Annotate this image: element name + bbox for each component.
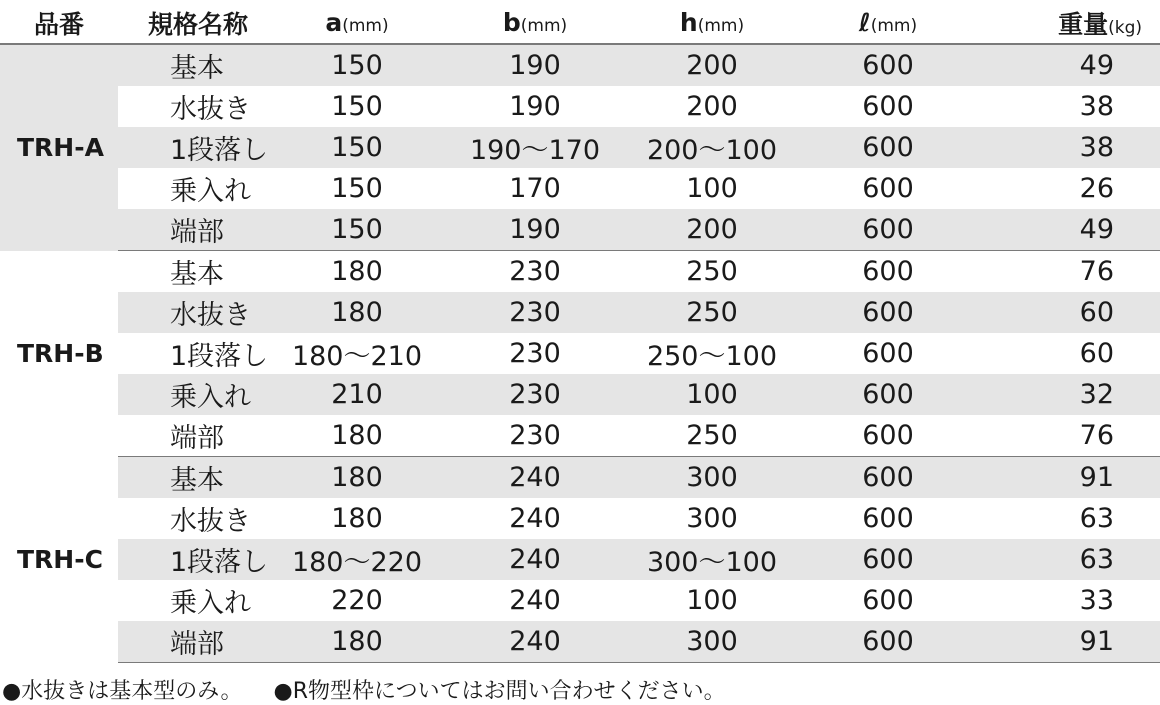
table-row xyxy=(0,374,1160,415)
value-b: 170 xyxy=(509,173,561,204)
value-h: 200 xyxy=(624,44,800,86)
value-b: 190 xyxy=(446,209,624,251)
value-h: 200 xyxy=(624,209,800,251)
value-weight: 63 xyxy=(1079,503,1114,534)
value-weight: 60 xyxy=(1079,338,1114,369)
spec-name: 乗入れ xyxy=(170,176,251,207)
value-weight: 76 xyxy=(976,415,1160,457)
table-row xyxy=(0,168,1160,209)
value-h: 300 xyxy=(624,457,800,499)
table-row xyxy=(0,580,1160,621)
footnote-r-form: ●R物型枠についてはお問い合わせください。 xyxy=(273,679,726,704)
spec-name: 水抜き xyxy=(170,94,251,125)
value-weight: 49 xyxy=(976,44,1160,86)
spec-name: 1段落し xyxy=(170,341,269,372)
spec-name: 基本 xyxy=(118,457,268,499)
value-b: 230 xyxy=(446,415,624,457)
value-a: 180 xyxy=(268,621,446,663)
value-weight: 32 xyxy=(976,374,1160,415)
header-b: b(mm) xyxy=(446,2,624,44)
value-b: 230 xyxy=(509,338,561,369)
header-l: ℓ(mm) xyxy=(800,2,976,44)
header-weight: 重量(kg) xyxy=(976,2,1160,44)
table-row xyxy=(0,292,1160,333)
value-h: 200〜100 xyxy=(624,127,800,168)
value-b: 190 xyxy=(509,91,561,122)
value-a: 180〜210 xyxy=(291,341,423,372)
table-row xyxy=(0,457,1160,499)
value-l: 600 xyxy=(862,173,914,204)
value-l: 600 xyxy=(800,44,976,86)
value-weight: 38 xyxy=(1079,91,1114,122)
value-l: 600 xyxy=(800,539,976,580)
value-h: 300 xyxy=(624,621,800,663)
header-name: 規格名称 xyxy=(118,2,268,44)
spec-name: 水抜き xyxy=(118,292,268,333)
value-h: 100 xyxy=(686,173,738,204)
value-a: 180〜220 xyxy=(268,539,446,580)
table-row xyxy=(0,209,1160,251)
value-weight: 33 xyxy=(1079,585,1114,616)
header-h: h(mm) xyxy=(624,2,800,44)
value-l: 600 xyxy=(800,292,976,333)
group-trh-c xyxy=(0,457,1160,663)
header-a: a(mm) xyxy=(268,2,446,44)
group-trh-b xyxy=(0,251,1160,457)
value-weight: 91 xyxy=(976,621,1160,663)
value-h: 300 xyxy=(686,503,738,534)
value-h: 200 xyxy=(686,91,738,122)
value-h: 250 xyxy=(624,292,800,333)
value-b: 240 xyxy=(446,621,624,663)
group-trh-a xyxy=(0,44,1160,251)
value-weight: 26 xyxy=(1079,173,1114,204)
value-h: 250 xyxy=(686,256,738,287)
value-l: 600 xyxy=(800,457,976,499)
value-a: 150 xyxy=(268,209,446,251)
footnote-drainage: ●水抜きは基本型のみ。 xyxy=(2,679,243,704)
value-a: 180 xyxy=(331,256,383,287)
value-a: 210 xyxy=(268,374,446,415)
value-a: 150 xyxy=(331,173,383,204)
spec-name: 基本 xyxy=(170,259,224,290)
value-l: 600 xyxy=(862,91,914,122)
value-b: 240 xyxy=(509,585,561,616)
value-weight: 49 xyxy=(976,209,1160,251)
value-l: 600 xyxy=(800,621,976,663)
table-row xyxy=(0,333,1160,374)
spec-table xyxy=(0,2,1160,663)
value-weight: 38 xyxy=(976,127,1160,168)
value-l: 600 xyxy=(800,209,976,251)
value-b: 190〜170 xyxy=(446,127,624,168)
value-h: 100 xyxy=(686,585,738,616)
value-a: 150 xyxy=(268,44,446,86)
value-weight: 60 xyxy=(976,292,1160,333)
table-row xyxy=(0,86,1160,127)
value-a: 180 xyxy=(268,457,446,499)
product-code: TRH-B xyxy=(0,251,118,457)
value-l: 600 xyxy=(800,374,976,415)
value-b: 230 xyxy=(446,374,624,415)
footnotes xyxy=(2,674,750,705)
spec-name: 乗入れ xyxy=(118,374,268,415)
product-code: TRH-C xyxy=(0,457,118,663)
product-code: TRH-A xyxy=(0,44,118,251)
table-row xyxy=(0,251,1160,293)
value-h: 250〜100 xyxy=(646,341,778,372)
spec-name: 端部 xyxy=(118,621,268,663)
spec-name: 乗入れ xyxy=(170,588,251,619)
value-weight: 76 xyxy=(1079,256,1114,287)
value-a: 150 xyxy=(331,91,383,122)
spec-name: 端部 xyxy=(118,415,268,457)
table-row xyxy=(0,44,1160,86)
value-h: 100 xyxy=(624,374,800,415)
header-product: 品番 xyxy=(0,2,118,44)
table-row xyxy=(0,498,1160,539)
value-b: 240 xyxy=(509,503,561,534)
spec-name: 基本 xyxy=(118,44,268,86)
value-l: 600 xyxy=(800,127,976,168)
value-b: 190 xyxy=(446,44,624,86)
value-l: 600 xyxy=(862,256,914,287)
spec-name: 1段落し xyxy=(118,127,268,168)
value-h: 300〜100 xyxy=(624,539,800,580)
value-a: 150 xyxy=(268,127,446,168)
table-row xyxy=(0,539,1160,580)
value-b: 240 xyxy=(446,539,624,580)
value-l: 600 xyxy=(862,503,914,534)
value-weight: 63 xyxy=(976,539,1160,580)
value-b: 230 xyxy=(446,292,624,333)
table-row xyxy=(0,621,1160,663)
value-l: 600 xyxy=(862,585,914,616)
value-a: 180 xyxy=(331,503,383,534)
value-b: 230 xyxy=(509,256,561,287)
table-row xyxy=(0,415,1160,457)
spec-name: 水抜き xyxy=(170,506,251,537)
value-l: 600 xyxy=(862,338,914,369)
value-b: 240 xyxy=(446,457,624,499)
table-row xyxy=(0,127,1160,168)
value-a: 220 xyxy=(331,585,383,616)
value-a: 180 xyxy=(268,292,446,333)
header-row xyxy=(0,2,1160,44)
value-weight: 91 xyxy=(976,457,1160,499)
value-a: 180 xyxy=(268,415,446,457)
value-l: 600 xyxy=(800,415,976,457)
value-h: 250 xyxy=(624,415,800,457)
spec-name: 1段落し xyxy=(118,539,268,580)
spec-name: 端部 xyxy=(118,209,268,251)
